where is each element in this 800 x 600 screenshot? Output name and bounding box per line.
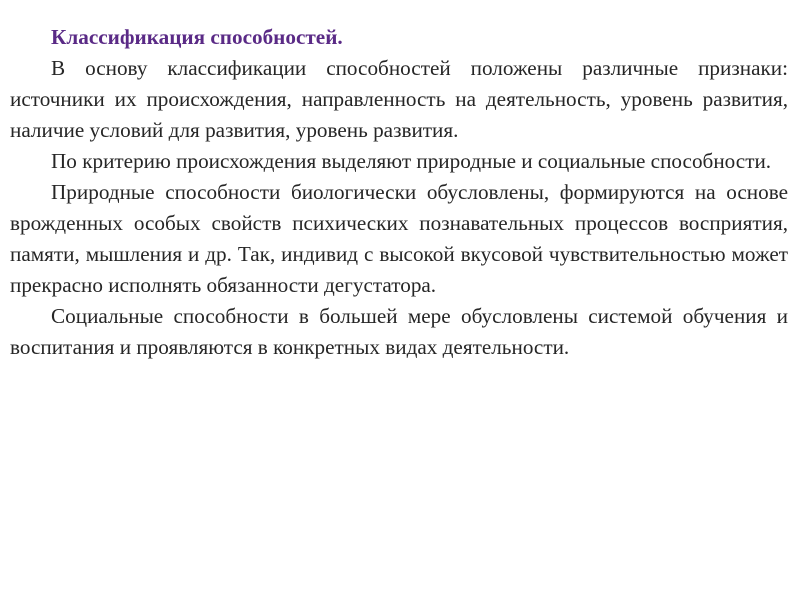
paragraph-origin-criterion: По критерию происхождения выделяют природные и социальные способности.: [51, 149, 772, 173]
slide-content: [10, 22, 788, 363]
paragraph-social-abilities: Социальные способности в большей мере обусловлены системой обучения и воспитания и проявляются в конкретных видах деятельности.: [10, 304, 788, 359]
paragraph-classification-basis: В основу классификации способностей положены различные признаки: источники их происхождения, направленность на деятельность, уровень развития, наличие условий для развития, уровень развития.: [10, 56, 788, 142]
paragraph-natural-abilities: Природные способности биологически обусловлены, формируются на основе врожденных особых свойств психических познавательных процессов восприятия, памяти, мышления и др. Так, индивид с высокой вкусовой чувствительностью может прекрасно исполнять обязанности дегустатора.: [10, 180, 788, 297]
slide-heading: Классификация способностей.: [51, 25, 343, 49]
